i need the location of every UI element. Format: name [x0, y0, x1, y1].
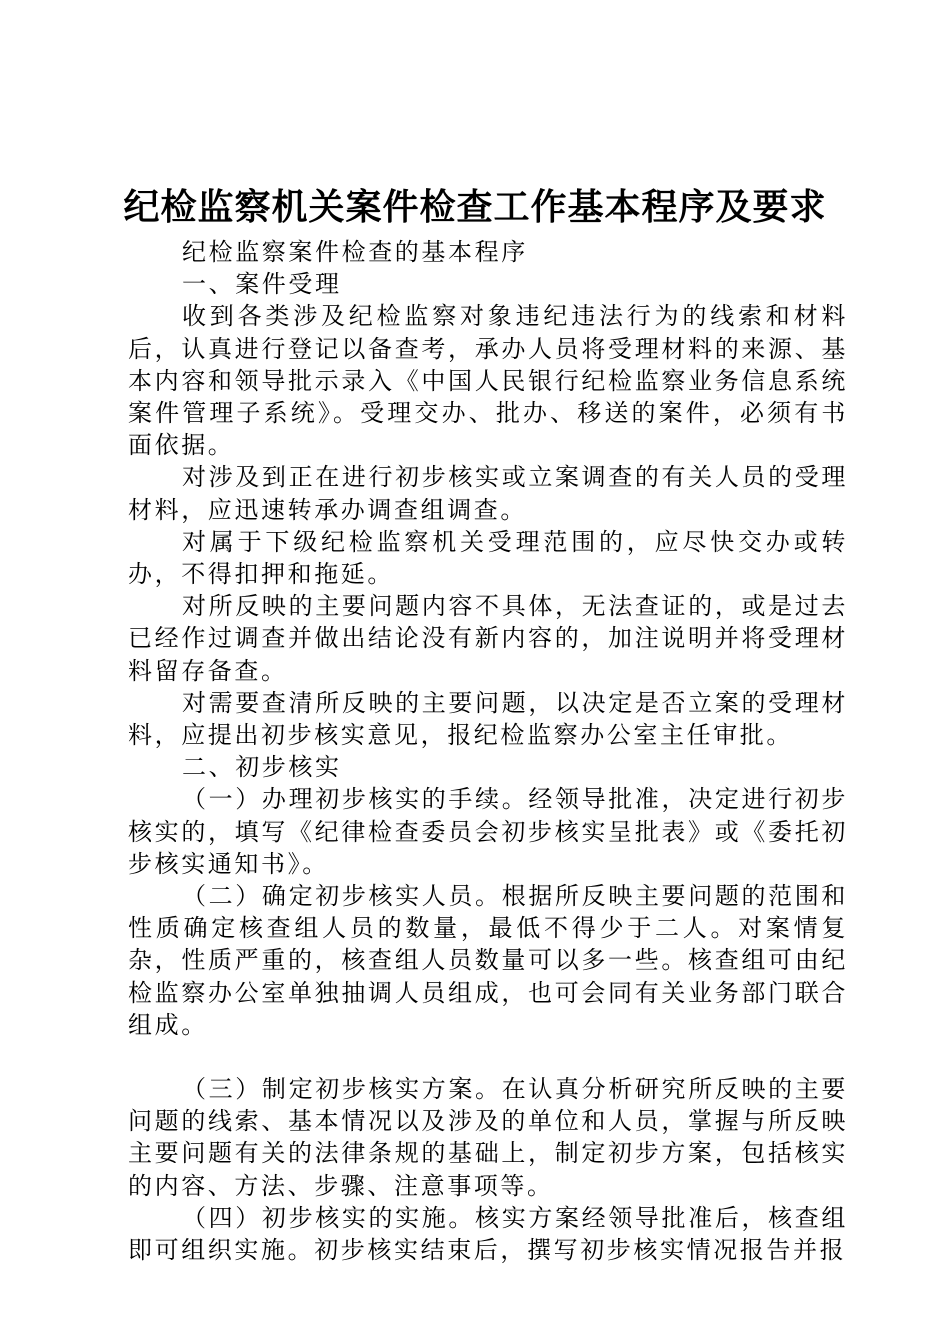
- paragraph: （二）确定初步核实人员。根据所反映主要问题的范围和性质确定核查组人员的数量，最低不得少于二人。对案情复杂，性质严重的，核查组人员数量可以多一些。核查组可由纪检监察办公室单独抽调人员组成，也可会同有关业务部门联合组成。: [128, 882, 848, 1039]
- paragraph: 对属于下级纪检监察机关受理范围的，应尽快交办或转办，不得扣押和拖延。: [128, 527, 848, 589]
- paragraph: （四）初步核实的实施。核实方案经领导批准后，核查组即可组织实施。初步核实结束后，撰写初步核实情况报告并报: [128, 1203, 848, 1265]
- paragraph: 对需要查清所反映的主要问题，以决定是否立案的受理材料，应提出初步核实意见，报纪检监察办公室主任审批。: [128, 688, 848, 750]
- document-body: [128, 236, 848, 1266]
- section-heading-1: 一、案件受理: [182, 270, 342, 299]
- paragraph: （三）制定初步核实方案。在认真分析研究所反映的主要问题的线索、基本情况以及涉及的单位和人员，掌握与所反映主要问题有关的法律条规的基础上，制定初步方案，包括核实的内容、方法、步骤、注意事项等。: [128, 1075, 848, 1200]
- paragraph: 对所反映的主要问题内容不具体，无法查证的，或是过去已经作过调查并做出结论没有新内容的，加注说明并将受理材料留存备查。: [128, 592, 848, 685]
- paragraph: 收到各类涉及纪检监察对象违纪违法行为的线索和材料后，认真进行登记以备查考，承办人员将受理材料的来源、基本内容和领导批示录入《中国人民银行纪检监察业务信息系统案件管理子系统》。受理交办、批办、移送的案件，必须有书面依据。: [128, 302, 848, 460]
- paragraph: （一）办理初步核实的手续。经领导批准，决定进行初步核实的，填写《纪律检查委员会初步核实呈批表》或《委托初步核实通知书》。: [128, 785, 848, 878]
- paragraph: 对涉及到正在进行初步核实或立案调查的有关人员的受理材料，应迅速转承办调查组调查。: [128, 463, 848, 524]
- paragraph-subtitle: 纪检监察案件检查的基本程序: [182, 238, 528, 266]
- document-title: 纪检监察机关案件检查工作基本程序及要求: [123, 187, 827, 228]
- section-heading-2: 二、初步核实: [182, 753, 342, 782]
